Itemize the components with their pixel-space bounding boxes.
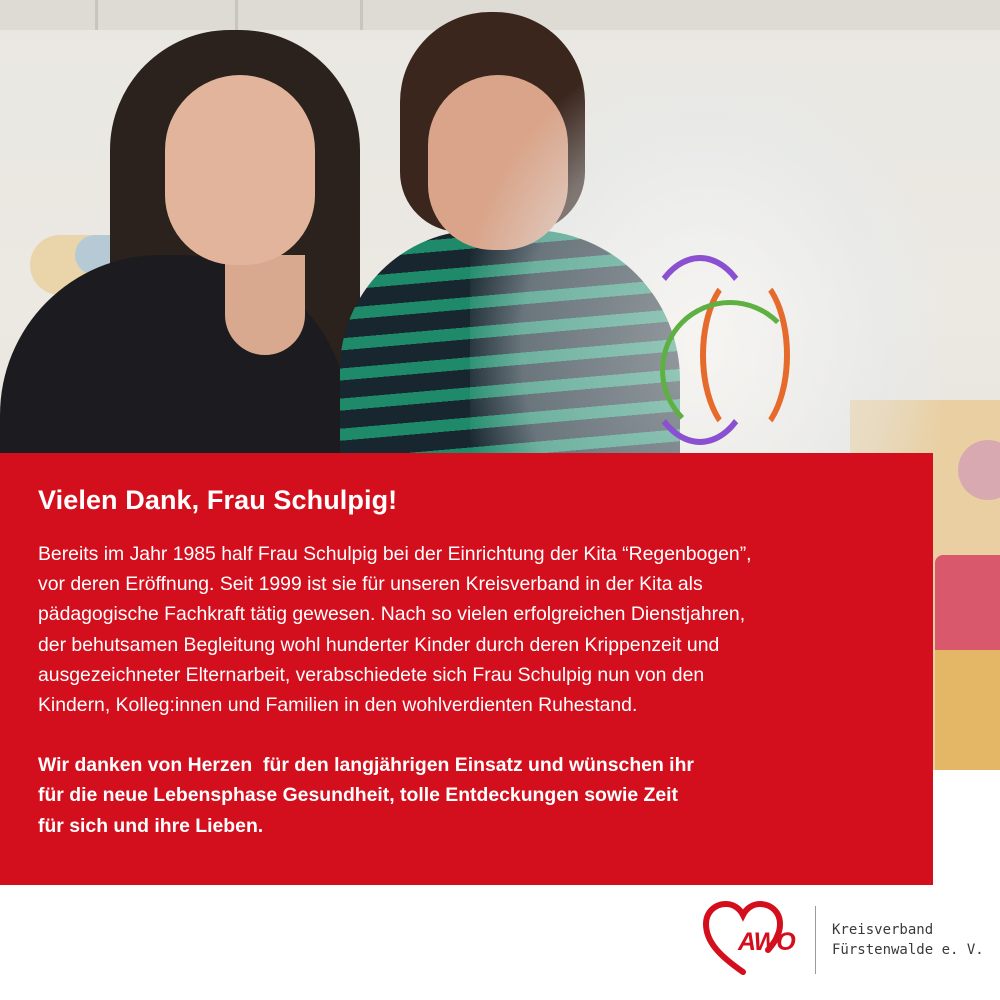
text-panel bbox=[0, 453, 933, 885]
closing-text bbox=[38, 750, 903, 841]
photo-ceiling-line bbox=[95, 0, 98, 30]
photo-ribbon bbox=[660, 300, 800, 440]
photo-ceiling-line bbox=[235, 0, 238, 30]
body-line: vor deren Eröffnung. Seit 1999 ist sie für unseren Kreisverband in der Kita als bbox=[38, 573, 703, 596]
awo-logo bbox=[700, 900, 990, 990]
photo-shelf-wood bbox=[935, 650, 1000, 770]
body-line: Bereits im Jahr 1985 half Frau Schulpig bei der Einrichtung der Kita “Regenbogen”, bbox=[38, 543, 752, 565]
closing-line: Wir danken von Herzen für den langjährigen Einsatz und wünschen ihr bbox=[38, 754, 694, 777]
logo-org-line2: Fürstenwalde e. V. bbox=[832, 942, 984, 958]
body-line: der behutsamen Begleitung wohl hunderter Kinder durch deren Krippenzeit und bbox=[38, 633, 720, 656]
body-text bbox=[38, 539, 903, 720]
logo-divider bbox=[815, 906, 816, 974]
body-line: pädagogische Fachkraft tätig gewesen. Nach so vielen erfolgreichen Dienstjahren, bbox=[38, 603, 746, 626]
closing-line: für die neue Lebensphase Gesundheit, tolle Entdeckungen sowie Zeit bbox=[38, 784, 679, 807]
body-line: Kindern, Kolleg:innen und Familien in den wohlverdienten Ruhestand. bbox=[38, 694, 638, 717]
photo-ceiling-line bbox=[360, 0, 363, 30]
closing-line: für sich und ihre Lieben. bbox=[38, 814, 264, 837]
logo-brand: AWO bbox=[738, 928, 795, 956]
photo-person-left-neck bbox=[225, 255, 305, 355]
headline: Vielen Dank, Frau Schulpig! bbox=[38, 485, 398, 515]
logo-org-line1: Kreisverband bbox=[832, 922, 934, 938]
photo-person-left-face bbox=[165, 75, 315, 265]
body-line: ausgezeichneter Elternarbeit, verabschiedete sich Frau Schulpig nun von den bbox=[38, 663, 705, 686]
